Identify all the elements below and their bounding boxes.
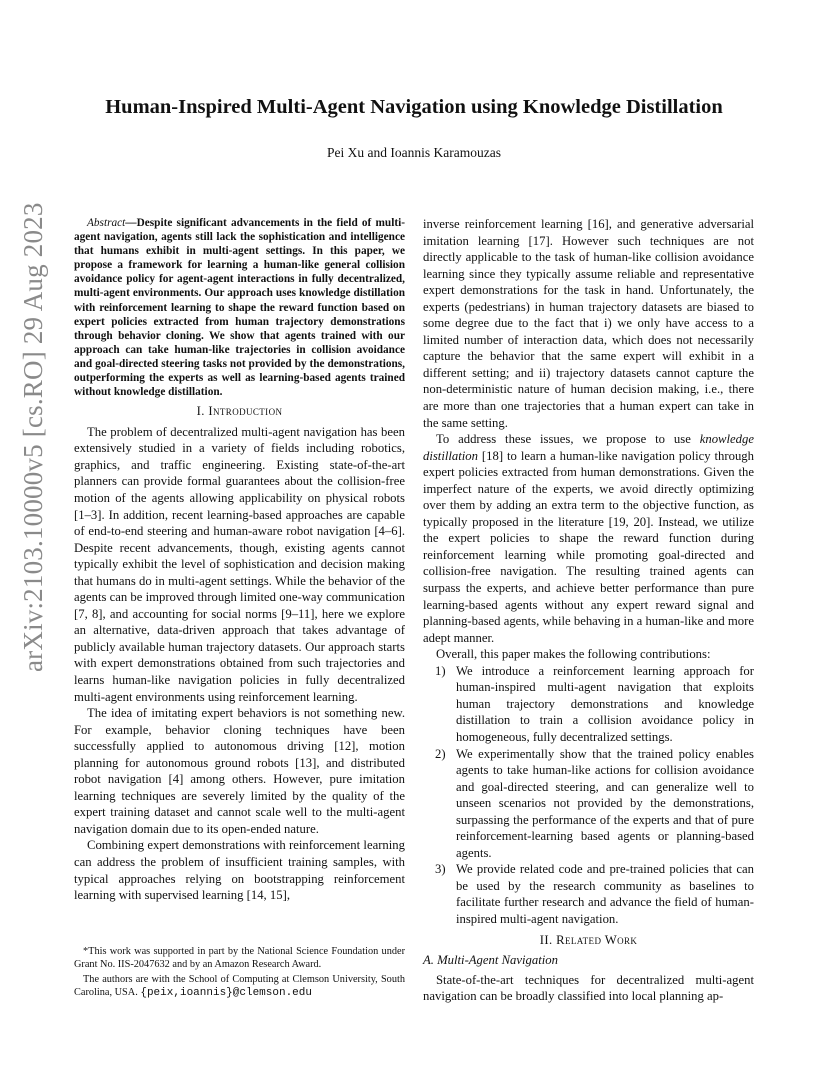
contributions-list — [423, 663, 754, 928]
intro-paragraph-1: The problem of decentralized multi-agent navigation has been extensively studied in a variety of fields including robotics, graphics, and traffic engineering. Existing state-of-the-art planners can provide formal guarantees about the collision-free motion of the agents allowing applicability on physical robots [1–3]. In addition, recent learning-based approaches are capable of end-to-end steering and human-aware robot navigation [4–6]. Despite recent advancements, though, existing agents cannot typically exhibit the level of sophistication and decision making that humans do in multi-agent settings. While the behavior of the agents can be improved through limited one-way communication [7, 8], and accounting for social norms [9–11], here we explore an alternative, data-driven approach that takes advantage of publicly available human trajectory datasets. Our approach starts with expert demonstrations obtained from such trajectories and learns human-like navigation policies in fully decentralized multi-agent environments using reinforcement learning. — [74, 424, 405, 704]
right-paragraph-2-start: To address these issues, we propose to use — [436, 432, 700, 447]
right-column — [423, 216, 754, 1005]
left-column — [74, 216, 405, 904]
contribution-text: We provide related code and pre-trained policies that can be used by the research community as baselines to facilitate further research and advance the field of human-inspired multi-agent navigation. — [456, 862, 754, 926]
right-paragraph-2-end: [18] to learn a human-like navigation policy through expert policies extracted from human demonstrations. Given the imperfect nature of the experts, we avoid directly optimizing over them by adding an extra term to the objective function, as typically proposed in the literature [19, 20]. Instead, we utilize the expert policies to shape the reward function during reinforcement learning while promoting goal-directed and collision-free navigation. The resulting trained agents can surpass the experts, and achieve better performance than pure learning-based agents without any expert reward signal and planning-based agents, while behaving in a human-like and more adept manner. — [423, 448, 754, 645]
arxiv-identifier: arXiv:2103.10000v5 [cs.RO] 29 Aug 2023 — [18, 202, 48, 672]
contribution-number: 2) — [435, 746, 446, 761]
paper-authors: Pei Xu and Ioannis Karamouzas — [327, 145, 501, 160]
abstract-label: Abstract — [87, 217, 126, 229]
author-email: {peix,ioannis}@clemson.edu — [140, 986, 312, 999]
knowledge-distillation-term: knowledge distillation — [423, 432, 754, 463]
footnote-affiliation-text: The authors are with the School of Computing at Clemson University, South Carolina, USA. — [74, 974, 405, 998]
contribution-number: 1) — [435, 663, 446, 678]
contribution-item — [423, 861, 754, 927]
contribution-text: We experimentally show that the trained policy enables agents to take human-like actions for collision avoidance and goal-directed steering, and can generalize well to unseen scenarios not provided by the demonstrations, surpassing the performance of the experts and that of pure reinforcement-learning based agents or planning-based agents. — [456, 746, 754, 860]
related-paragraph-1: State-of-the-art techniques for decentralized multi-agent navigation can be broadly classified into local planning ap- — [423, 972, 754, 1004]
contribution-item — [423, 746, 754, 862]
right-paragraph-2 — [423, 431, 754, 646]
section-heading-related-work: II. Related Work — [539, 932, 638, 947]
intro-paragraph-3: Combining expert demonstrations with reinforcement learning can address the problem of insufficient training samples, with typical approaches relying on bootstrapping reinforcement learning with supervised learning [14, 15], — [74, 838, 405, 903]
footnotes — [74, 946, 405, 1002]
right-paragraph-1: inverse reinforcement learning [16], and generative adversarial imitation learning [17]. However such techniques are not directly applicable to the task of human-like collision avoidance learning since they typically assume reliable and representative expert demonstrations for the task in hand. Unfortunately, the experts (pedestrians) in human trajectory datasets are biased to some degree due to the fact that i) we only have access to a limited number of interaction data, which does not necessarily capture the behavior that the same expert will exhibit in a different setting; and ii) trajectory datasets cannot capture the non-deterministic nature of human decision making, i.e., there are more than one trajectories that a human expert can take in the same setting. — [423, 217, 754, 430]
footnote-funding: *This work was supported in part by the National Science Foundation under Grant No. IIS-2047632 and by an Amazon Research Award. — [74, 946, 405, 970]
section-heading-introduction: I. Introduction — [196, 404, 283, 419]
right-paragraph-3: Overall, this paper makes the following contributions: — [436, 647, 711, 662]
subsection-heading-multi-agent-navigation: A. Multi-Agent Navigation — [423, 953, 558, 968]
footnote-affiliation — [74, 974, 405, 999]
abstract-text: Despite significant advancements in the field of multi-agent navigation, agents still lack the sophistication and intelligence that humans exhibit in multi-agent settings. In this paper, we propose a framework for learning a human-like general collision avoidance policy for agent-agent interactions in fully decentralized, multi-agent environments. Our approach uses knowledge distillation with reinforcement learning to shape the reward function based on expert policies extracted from human trajectory demonstrations through behavior cloning. We show that agents trained with our approach can take human-like trajectories in collision avoidance and goal-directed steering tasks not provided by the demonstrations, outperforming the experts as well as learning-based agents trained without knowledge distillation. — [74, 217, 405, 399]
abstract — [74, 216, 405, 399]
paper-title: Human-Inspired Multi-Agent Navigation using Knowledge Distillation — [105, 96, 723, 118]
contribution-text: We introduce a reinforcement learning approach for human-inspired multi-agent navigation that exploits human trajectory demonstrations and knowledge distillation to train a collision avoidance policy in homogeneous, fully decentralized settings. — [456, 663, 754, 744]
abstract-dash: — — [125, 217, 137, 229]
contribution-item — [423, 663, 754, 746]
intro-paragraph-2: The idea of imitating expert behaviors is not something new. For example, behavior cloning techniques have been successfully applied to autonomous driving [12], motion planning for autonomous ground robots [13], and distributed robot navigation [4] among others. However, pure imitation learning techniques are severely limited by the quality of the expert training dataset and cannot scale well to the multi-agent navigation domain due to its open-ended nature. — [74, 706, 405, 836]
contribution-number: 3) — [435, 862, 446, 877]
